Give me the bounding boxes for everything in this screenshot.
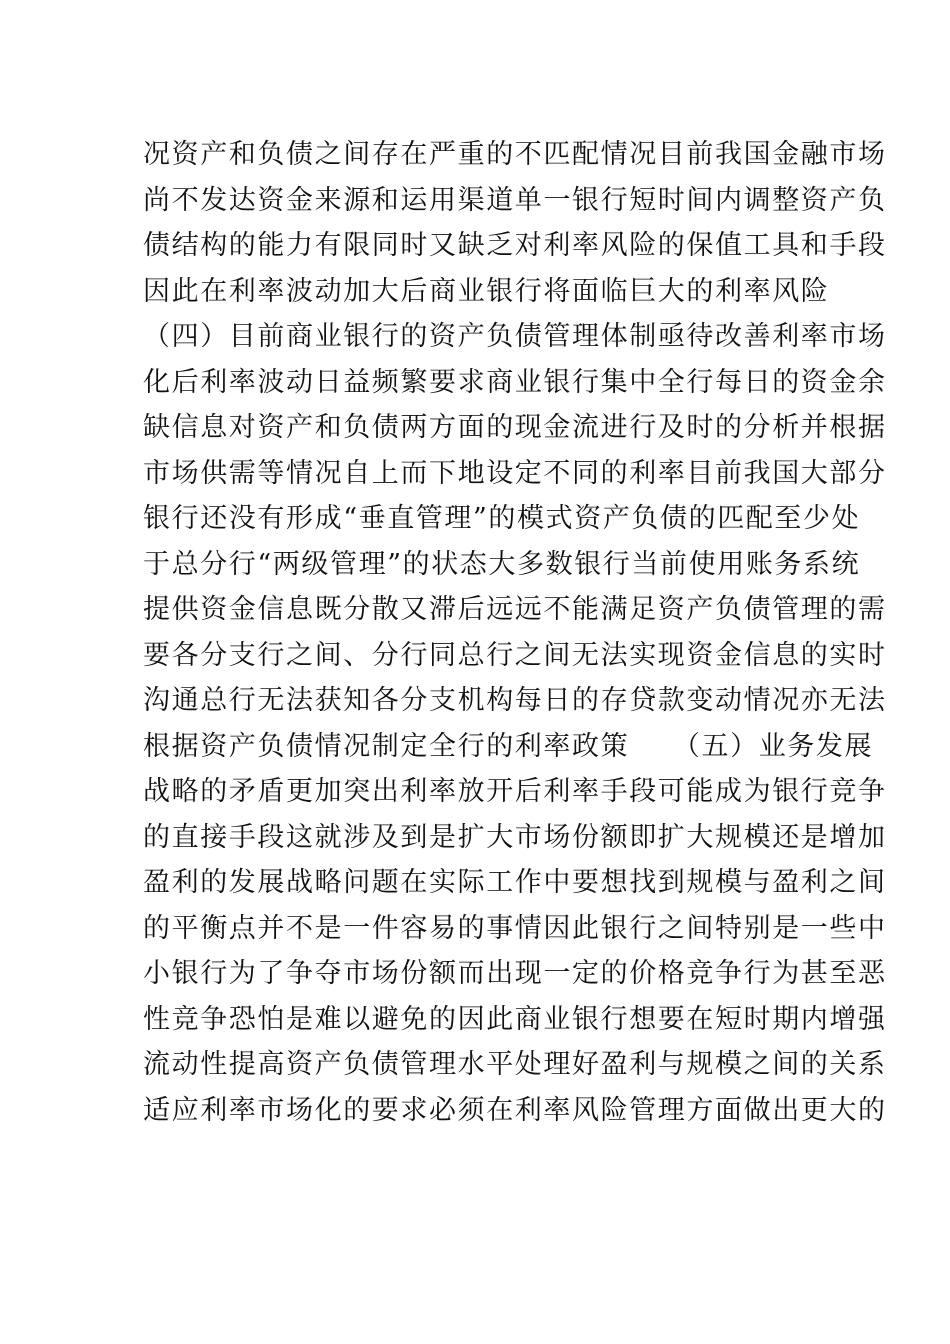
text-line-11: 提供资金信息既分散又滞后远远不能满足资产负债管理的需 [143, 594, 887, 625]
text-line-12: 要各分支行之间、分行同总行之间无法实现资金信息的实时 [143, 639, 887, 671]
text-line-20: 性竞争恐怕是难以避免的因此商业银行想要在短时期内增强 [143, 1003, 887, 1035]
text-line-21: 流动性提高资产负债管理水平处理好盈利与规模之间的关系 [143, 1049, 887, 1080]
text-line-19: 小银行为了争夺市场份额而出现一定的价格竞争行为甚至恶 [143, 958, 887, 989]
text-line-9: 银行还没有形成“垂直管理”的模式资产负债的匹配至少处 [143, 503, 861, 534]
body-text [143, 132, 887, 1133]
text-line-1: 况资产和负债之间存在严重的不匹配情况目前我国金融市场 [143, 139, 887, 170]
text-line-17: 盈利的发展战略问题在实际工作中要想找到规模与盈利之间 [143, 867, 887, 898]
text-line-8: 市场供需等情况自上而下地设定不同的利率目前我国大部分 [143, 457, 887, 489]
text-line-14: 根据资产负债情况制定全行的利率政策 （五）业务发展 [143, 730, 874, 762]
text-line-10: 于总分行“两级管理”的状态大多数银行当前使用账务系统 [143, 548, 861, 580]
text-line-16: 的直接手段这就涉及到是扩大市场份额即扩大规模还是增加 [143, 821, 887, 853]
text-line-18: 的平衡点并不是一件容易的事情因此银行之间特别是一些中 [143, 912, 887, 944]
text-line-2: 尚不发达资金来源和运用渠道单一银行短时间内调整资产负 [143, 184, 887, 216]
text-line-22: 适应利率市场化的要求必须在利率风险管理方面做出更大的 [143, 1094, 887, 1126]
text-line-7: 缺信息对资产和负债两方面的现金流进行及时的分析并根据 [143, 412, 887, 443]
text-line-15: 战略的矛盾更加突出利率放开后利率手段可能成为银行竞争 [143, 776, 887, 807]
text-line-13: 沟通总行无法获知各分支机构每日的存贷款变动情况亦无法 [143, 685, 887, 716]
text-line-4: 因此在利率波动加大后商业银行将面临巨大的利率风险 [143, 275, 830, 307]
text-line-3: 债结构的能力有限同时又缺乏对利率风险的保值工具和手段 [143, 230, 887, 261]
text-line-5: （四）目前商业银行的资产负债管理体制亟待改善利率市场 [143, 321, 887, 352]
text-line-6: 化后利率波动日益频繁要求商业银行集中全行每日的资金余 [143, 366, 887, 398]
